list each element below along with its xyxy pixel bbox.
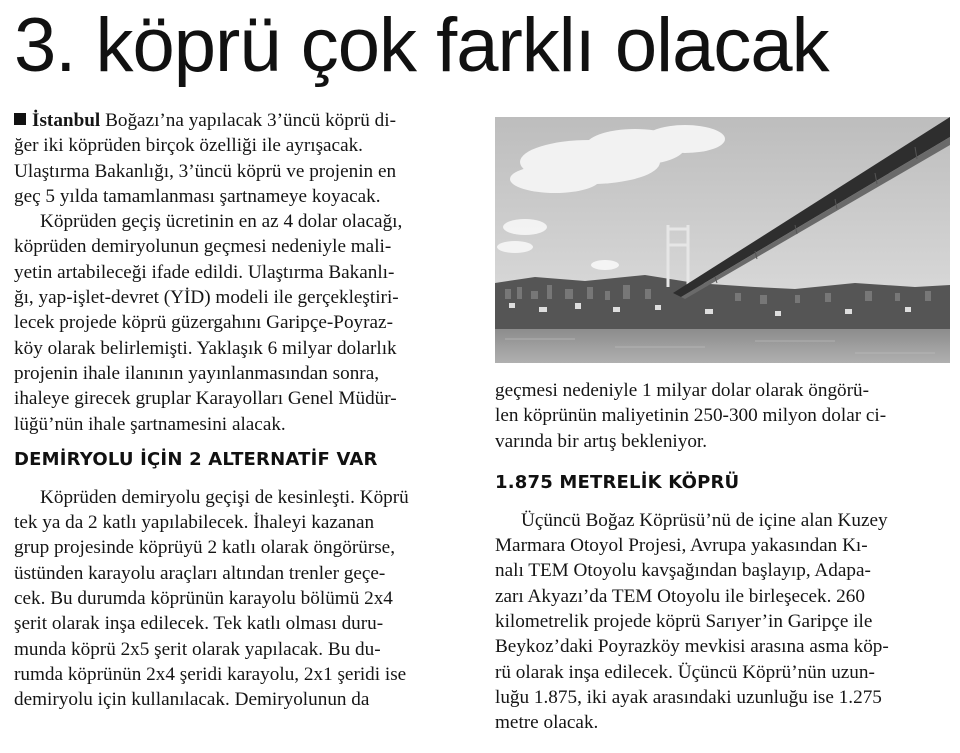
body-line: rü olarak inşa edilecek. Üçüncü Köprü’nün uzun- <box>495 661 875 683</box>
intro-line: Ulaştırma Bakanlığı, 3’üncü köprü ve projenin en <box>14 160 397 182</box>
body-line: şerit olarak inşa edilecek. Tek katlı olması duru- <box>14 613 384 635</box>
body-line: varında bir artış bekleniyor. <box>495 430 708 452</box>
headline: 3. köprü çok farklı olacak <box>14 3 829 88</box>
section-subheading: 1.875 METRELİK KÖPRÜ <box>495 471 740 493</box>
body-line: projenin ihale ilanının yayınlanmasından sonra, <box>14 362 380 384</box>
intro-line: geç 5 yılda tamamlanması şartnameye koyacak. <box>14 185 381 207</box>
body-line: metre olacak. <box>495 712 599 734</box>
body-line: Köprüden demiryolu geçişi de kesinleşti. Köprü <box>40 486 409 508</box>
intro-line: İstanbul Boğazı’na yapılacak 3’üncü köprü di- <box>14 108 466 133</box>
continued-paragraph <box>495 378 947 454</box>
body-line: nalı TEM Otoyolu kavşağından başlayıp, Adapa- <box>495 560 871 582</box>
intro-line: ğer iki köprüden birçok özelliği ile ayrışacak. <box>14 135 363 157</box>
body-line: Köprüden geçiş ücretinin en az 4 dolar olacağı, <box>40 211 403 233</box>
body-line: üstünden karayolu araçları altından trenler geçe- <box>14 562 386 584</box>
right-column <box>495 378 947 736</box>
left-column <box>14 108 466 713</box>
body-paragraph <box>495 508 947 736</box>
body-line: demiryolu için kullanılacak. Demiryolunun da <box>14 689 370 711</box>
body-line: Beykoz’daki Poyrazköy mevkisi arasına asma köp- <box>495 636 889 658</box>
body-line: grup projesinde köprüyü 2 katlı olarak öngörürse, <box>14 537 395 559</box>
body-line: kilometrelik projede köprü Sarıyer’in Garipçe ile <box>495 611 873 633</box>
body-line: geçmesi nedeniyle 1 milyar dolar olarak öngörü- <box>495 380 870 401</box>
body-paragraph <box>14 209 466 437</box>
body-line: luğu 1.875, iki ayak arasındaki uzunluğu ise 1.275 <box>495 686 882 708</box>
section-subheading: DEMİRYOLU İÇİN 2 ALTERNATİF VAR <box>14 448 378 470</box>
intro-paragraph <box>14 108 466 209</box>
body-line: lüğü’nün ihale şartnamesini alacak. <box>14 413 286 435</box>
body-line: tek ya da 2 katlı yapılabilecek. İhaleyi kazanan <box>14 512 375 534</box>
body-line: lecek projede köprü güzergahını Garipçe-Poyraz- <box>14 312 393 334</box>
body-line: cek. Bu durumda köprünün karayolu bölümü 2x4 <box>14 588 393 610</box>
body-line: ğı, yap-işlet-devret (YİD) modeli ile gerçekleştiri- <box>14 287 399 309</box>
body-line: ihaleye girecek gruplar Karayolları Genel Müdür- <box>14 388 397 410</box>
body-line: munda köprü 2x5 şerit olarak yapılacak. Bu du- <box>14 638 381 660</box>
body-line: yetin artabileceği ifade edildi. Ulaştırma Bakanlı- <box>14 261 395 283</box>
body-line: köy olarak belirlemişti. Yaklaşık 6 milyar dolarlık <box>14 337 397 359</box>
body-line: köprüden demiryolunun geçmesi nedeniyle mali- <box>14 236 392 258</box>
body-line: rumda köprünün 2x4 şeridi karayolu, 2x1 şeridi ise <box>14 663 407 685</box>
bosphorus-bridge-illustration <box>495 117 950 363</box>
body-line: Üçüncü Boğaz Köprüsü’nü de içine alan Kuzey <box>521 509 888 531</box>
dateline-city: İstanbul <box>32 110 101 131</box>
bridge-photo <box>495 117 950 363</box>
body-line: zarı Akyazı’da TEM Otoyolu ile birleşecek. 260 <box>495 585 865 607</box>
bullet-square-icon <box>14 113 26 125</box>
body-line: Marmara Otoyol Projesi, Avrupa yakasından Kı- <box>495 535 868 557</box>
body-paragraph <box>14 485 466 713</box>
body-line: len köprünün maliyetinin 250-300 milyon dolar ci- <box>495 405 887 427</box>
